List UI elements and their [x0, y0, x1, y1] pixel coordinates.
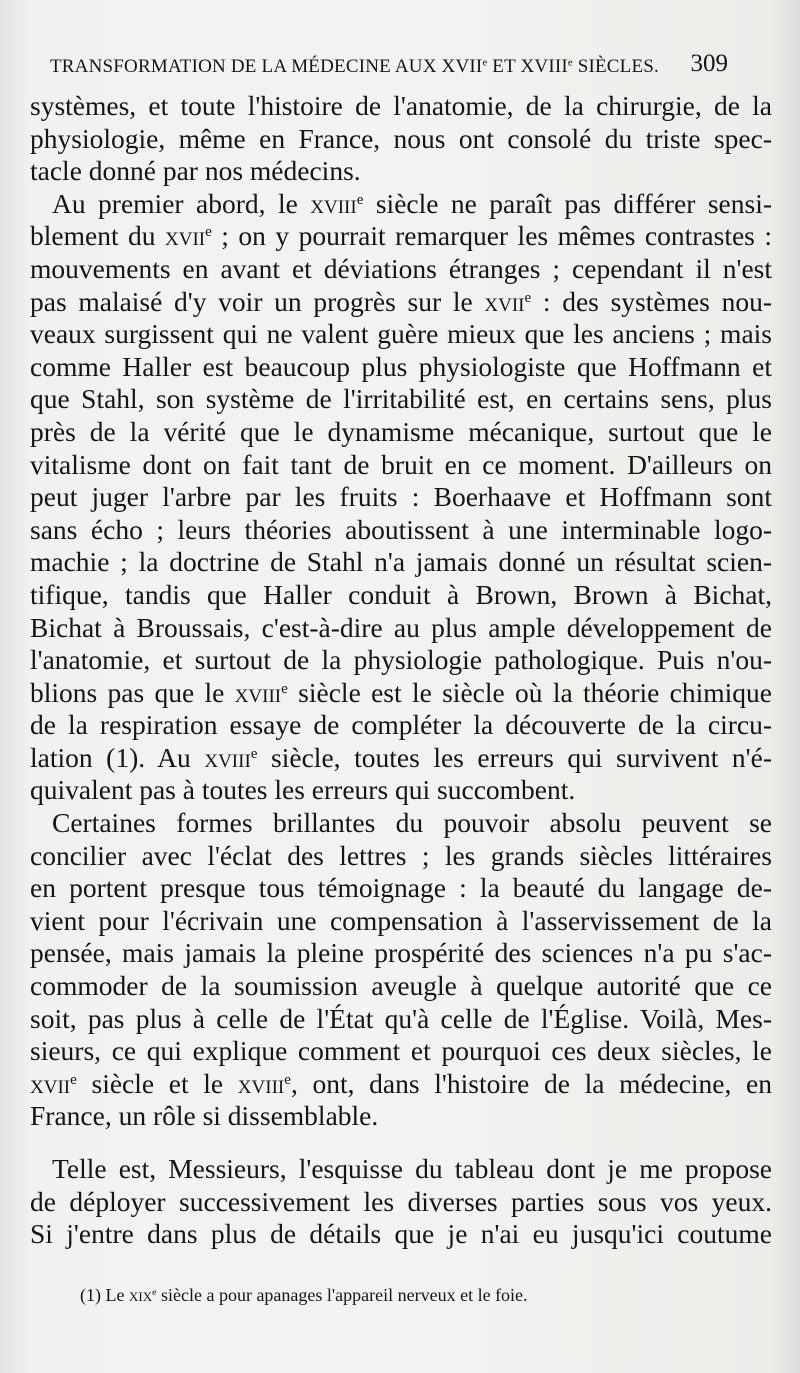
superscript: e: [524, 289, 532, 306]
paragraph-gap: [30, 1133, 772, 1153]
text-line: près de la vérité que le dynamisme mécanique, surtout que le: [30, 415, 772, 447]
text-line: [30, 677, 772, 710]
text-line: [30, 188, 772, 221]
text-line: tacle donné par nos médecins.: [30, 155, 361, 187]
running-title-part: ET XVIII: [487, 56, 568, 77]
text-line: sieurs, ce qui explique comment et pourquoi ces deux siècles, le: [30, 1035, 772, 1067]
text-fragment: : des systèmes nou-: [531, 285, 772, 317]
text-fragment: blement du: [30, 220, 166, 252]
text-line: commoder de la soumission aveugle à quelque autorité que ce: [30, 970, 772, 1002]
text-fragment: pas malaisé d'y voir un progrès sur le: [30, 285, 485, 317]
text-line: soit, pas plus à celle de l'État qu'à celle de l'Église. Voilà, Mes-: [30, 1002, 772, 1034]
small-caps: xviii: [310, 187, 357, 219]
superscript: e: [205, 224, 212, 241]
text-line: machie ; la doctrine de Stahl n'a jamais donné un résultat scien-: [30, 546, 772, 578]
text-line: sans écho ; leurs théories aboutissent à une interminable logo-: [30, 513, 772, 545]
text-line: quivalent pas à toutes les erreurs qui succombent.: [30, 774, 576, 806]
text-line: concilier avec l'éclat des lettres ; les grands siècles littéraires: [30, 839, 772, 871]
superscript: e: [567, 57, 573, 69]
text-line: Telle est, Messieurs, l'esquisse du tableau dont je me propose: [52, 1153, 772, 1184]
text-fragment: siècle et le: [76, 1067, 238, 1099]
text-fragment: siècle, toutes les erreurs qui survivent n'é-: [257, 741, 772, 773]
text-line: mouvements en avant et déviations étranges ; cependant il n'est: [30, 252, 772, 284]
superscript: e: [152, 1287, 157, 1299]
superscript: e: [356, 191, 364, 208]
text-fragment: , ont, dans l'histoire de la médecine, en: [290, 1067, 772, 1099]
small-caps: xviii: [237, 1067, 285, 1099]
small-caps: xvii: [484, 285, 525, 317]
text-line: de la respiration essaye de compléter la découverte de la circu-: [30, 709, 772, 741]
running-title-part: SIÈCLES.: [572, 56, 660, 77]
footnote: [80, 1284, 740, 1306]
text-line: tifique, tandis que Haller conduit à Brown, Brown à Bichat,: [30, 578, 772, 610]
text-line: physiologie, même en France, nous ont consolé du triste spec-: [30, 122, 772, 154]
text-line: vient pour l'écrivain une compensation à l'asservissement de la: [30, 904, 772, 936]
text-line: en portent presque tous témoignage : la beauté du langage de-: [30, 872, 772, 904]
running-title: [50, 56, 659, 78]
body-text: [30, 90, 772, 1251]
text-line: Certaines formes brillantes du pouvoir absolu peuvent se: [52, 807, 772, 839]
text-line: pensée, mais jamais la pleine prospérité des sciences n'a pu s'ac-: [30, 937, 772, 969]
text-line: veaux surgissent qui ne valent guère mieux que les anciens ; mais: [30, 318, 772, 350]
superscript: e: [284, 1071, 291, 1088]
text-line: vitalisme dont on fait tant de bruit en ce moment. D'ailleurs on: [30, 448, 772, 480]
footnote-text: (1) Le: [80, 1285, 129, 1305]
text-line: peut juger l'arbre par les fruits : Boerhaave et Hoffmann sont: [30, 481, 772, 513]
text-line: [30, 742, 772, 775]
text-line: France, un rôle si dissemblable.: [30, 1100, 379, 1132]
small-caps: xviii: [204, 741, 251, 773]
text-fragment: siècle ne paraît pas différer sensi-: [363, 187, 772, 219]
page-number: 309: [690, 50, 728, 77]
superscript: e: [482, 57, 488, 69]
small-caps: xviii: [234, 676, 282, 708]
text-fragment: ; on y pourrait remarquer les mêmes contrastes :: [211, 220, 772, 252]
text-line: Si j'entre dans plus de détails que je n'ai eu jusqu'ici coutume: [30, 1218, 772, 1250]
text-line: Bichat à Broussais, c'est-à-dire au plus ample développement de: [30, 611, 772, 643]
footnote-text: siècle a pour apanages l'appareil nerveux et le foie.: [156, 1285, 528, 1305]
small-caps: xix: [128, 1285, 153, 1305]
text-fragment: siècle est le siècle où la théorie chimique: [287, 676, 772, 708]
small-caps: xvii: [165, 220, 206, 252]
text-line: que Stahl, son système de l'irritabilité est, en certains sens, plus: [30, 383, 772, 415]
superscript: e: [70, 1071, 77, 1088]
text-line: [30, 286, 772, 319]
running-head: [50, 46, 740, 82]
superscript: e: [281, 680, 288, 697]
text-fragment: lation (1). Au: [30, 741, 205, 773]
text-line: de déployer successivement les diverses parties sous vos yeux.: [30, 1185, 772, 1217]
text-line: systèmes, et toute l'histoire de l'anatomie, de la chirurgie, de la: [30, 90, 772, 121]
text-line: comme Haller est beaucoup plus physiologiste que Hoffmann et: [30, 350, 772, 382]
superscript: e: [250, 745, 258, 762]
text-line: [30, 220, 772, 253]
small-caps: xvii: [30, 1067, 71, 1099]
text-line: l'anatomie, et surtout de la physiologie pathologique. Puis n'ou-: [30, 644, 772, 676]
text-fragment: Au premier abord, le: [52, 187, 311, 219]
text-line: [30, 1068, 772, 1101]
text-fragment: blions pas que le: [30, 676, 235, 708]
running-title-part: TRANSFORMATION DE LA MÉDECINE AUX XVII: [50, 56, 483, 77]
